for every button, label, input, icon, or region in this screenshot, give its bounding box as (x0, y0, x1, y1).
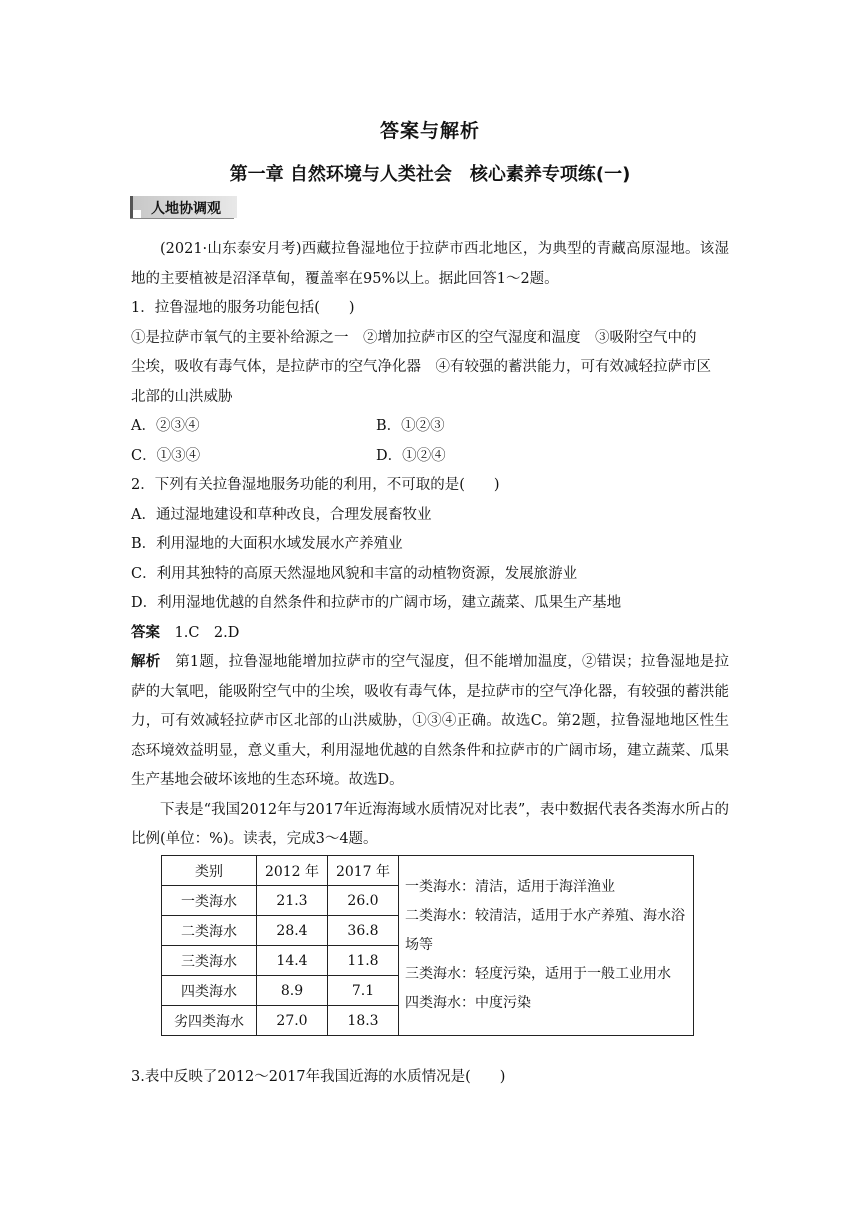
q1-statement-line: ①是拉萨市氧气的主要补给源之一 ②增加拉萨市区的空气湿度和温度 ③吸附空气中的 (131, 329, 697, 346)
table-cell: 26.0 (328, 886, 399, 916)
page-title: 答案与解析 (379, 120, 480, 142)
section-tag-underline (130, 218, 234, 219)
table-cell: 18.3 (328, 1006, 399, 1036)
table-header-cell: 2017 年 (328, 856, 399, 886)
question-block-1 (131, 235, 729, 855)
table-cell: 四类海水 (162, 976, 257, 1006)
q1-option-b: B．①②③ (376, 418, 445, 434)
chapter-title: 第一章 自然环境与人类社会 核心素养专项练(一) (229, 164, 631, 185)
q2-option-b: B．利用湿地的大面积水域发展水产养殖业 (131, 536, 403, 552)
answer-line (131, 619, 729, 649)
table-header-cell: 类别 (162, 856, 257, 886)
table-cell: 36.8 (328, 916, 399, 946)
intro-paragraph-2: 下表是“我国2012年与2017年近海海域水质情况对比表”，表中数据代表各类海水所占的比例(单位：%)。读表，完成3～4题。 (131, 801, 729, 847)
table-cell: 27.0 (257, 1006, 328, 1036)
table-cell: 二类海水 (162, 916, 257, 946)
table-cell: 28.4 (257, 916, 328, 946)
table-note: 四类海水：中度污染 (405, 995, 531, 1011)
answer-text: 1.C 2.D (174, 624, 240, 641)
table-header-cell: 2012 年 (257, 856, 328, 886)
table-note: 一类海水：清洁，适用于海洋渔业 (405, 879, 615, 895)
table-notes-cell (399, 856, 694, 1036)
analysis-paragraph (131, 648, 729, 796)
q1-stem: 1．拉鲁湿地的服务功能包括( ) (131, 300, 355, 316)
q2-option-d: D．利用湿地优越的自然条件和拉萨市的广阔市场，建立蔬菜、瓜果生产基地 (131, 595, 622, 611)
water-quality-table (161, 855, 694, 1036)
q1-options-row (131, 412, 729, 442)
answer-label: 答案 (131, 624, 160, 641)
q1-option-a: A．②③④ (131, 418, 200, 434)
q1-option-c: C．①③④ (131, 447, 201, 464)
q1-statement-line: 尘埃，吸收有毒气体，是拉萨市的空气净化器 ④有较强的蓄洪能力，可有效减轻拉萨市区 (131, 359, 711, 375)
table-cell: 21.3 (257, 886, 328, 916)
table-cell: 劣四类海水 (162, 1006, 257, 1036)
q1-options-row (131, 442, 729, 472)
q2-option-c: C．利用其独特的高原天然湿地风貌和丰富的动植物资源，发展旅游业 (131, 565, 578, 582)
q3-stem: 3.表中反映了2012～2017年我国近海的水质情况是( ) (131, 1069, 506, 1085)
table-cell: 8.9 (257, 976, 328, 1006)
table-header-row (162, 856, 694, 886)
q1-option-d: D．①②④ (376, 447, 446, 464)
tag-notch-decoration (130, 210, 141, 218)
question-block-3 (131, 1063, 729, 1093)
section-tag-label: 人地协调观 (151, 201, 221, 217)
analysis-label: 解析 (131, 654, 161, 670)
intro-paragraph-1: (2021·山东泰安月考)西藏拉鲁湿地位于拉萨市西北地区，为典型的青藏高原湿地。该湿地的主要植被是沼泽草甸，覆盖率在95%以上。据此回答1～2题。 (131, 241, 729, 287)
q2-option-a: A．通过湿地建设和草种改良，合理发展畜牧业 (131, 506, 432, 523)
table-cell: 14.4 (257, 946, 328, 976)
table-cell: 三类海水 (162, 946, 257, 976)
table-cell: 一类海水 (162, 886, 257, 916)
q1-statement-line: 北部的山洪威胁 (131, 388, 233, 405)
table-cell: 7.1 (328, 976, 399, 1006)
table-note: 三类海水：轻度污染，适用于一般工业用水 (405, 966, 671, 982)
table-note: 二类海水：较清洁，适用于水产养殖、海水浴场等 (405, 908, 685, 953)
analysis-text: 第1题，拉鲁湿地能增加拉萨市的空气湿度，但不能增加温度，②错误；拉鲁湿地是拉萨的大氧吧，能吸附空气中的尘埃，吸收有毒气体，是拉萨市的空气净化器，有较强的蓄洪能力，可有效减轻拉萨市区北部的山洪威胁，①③④正确。故选C。第2题，拉鲁湿地地区性生态环境效益明显，意义重大，利用湿地优越的自然条件和拉萨市的广阔市场，建立蔬菜、瓜果生产基地会破坏该地的生态环境。故选D。 (131, 654, 730, 788)
section-tag (130, 196, 237, 218)
q2-stem: 2．下列有关拉鲁湿地服务功能的利用，不可取的是( ) (131, 477, 500, 493)
table-cell: 11.8 (328, 946, 399, 976)
